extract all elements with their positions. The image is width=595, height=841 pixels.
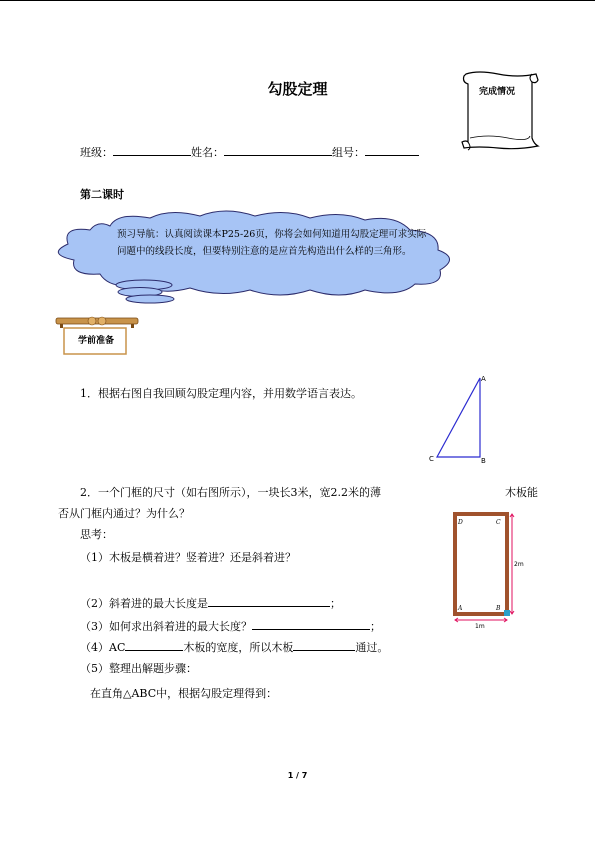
- door-height-label: 2m: [514, 561, 524, 568]
- door-frame-figure: [450, 510, 530, 632]
- name-field[interactable]: [224, 144, 332, 156]
- door-vertex-b: B: [496, 605, 501, 612]
- solution-step-text: 在直角△ABC中，根据勾股定理得到：: [90, 687, 278, 700]
- sub-question-4: [80, 639, 388, 655]
- sub-question-4-part-b: 木板的宽度，所以木板: [183, 641, 294, 654]
- vertex-a-label: A: [481, 375, 486, 383]
- sub-question-5: （5）整理出解题步骤：: [80, 662, 197, 675]
- triangle-figure: [425, 370, 495, 465]
- section-label: 学前准备: [77, 336, 114, 346]
- answer-field-2[interactable]: [208, 595, 330, 607]
- answer-field-4a[interactable]: [125, 639, 183, 651]
- vertex-b-label: B: [481, 457, 486, 465]
- sub-question-3-end: ；: [370, 620, 381, 633]
- think-label: 思考：: [80, 528, 113, 541]
- answer-field-3[interactable]: [252, 618, 370, 630]
- door-width-label: 1m: [475, 623, 485, 630]
- group-field[interactable]: [365, 144, 419, 156]
- sub-question-3-text: （3）如何求出斜着进的最大长度？: [80, 620, 252, 633]
- top-rule: [0, 0, 595, 1]
- sub-question-4-part-a: （4）AC: [80, 641, 126, 654]
- answer-field-4b[interactable]: [293, 639, 355, 651]
- sub-question-2-end: ；: [330, 597, 341, 610]
- door-vertex-a: A: [458, 605, 463, 612]
- completion-label: 完成情况: [478, 87, 515, 97]
- door-vertex-c: C: [496, 519, 501, 526]
- name-label: 姓名：: [191, 146, 224, 159]
- scroll-icon: [458, 68, 544, 154]
- sub-question-3: [80, 618, 381, 634]
- guide-text: 预习导航：认真阅读课本P25-26页，你将会如何知道用勾股定理可求实际问题中的线段长度，但要特别注意的是应首先构造出什么样的三角形。: [117, 229, 427, 257]
- class-label: 班级：: [80, 146, 113, 159]
- question-2-line-1: 2．一个门框的尺寸（如右图所示），一块长3米，宽2.2米的薄: [80, 486, 381, 499]
- page-title: 勾股定理: [267, 80, 328, 98]
- group-label: 组号：: [332, 146, 365, 159]
- sub-question-2-text: （2）斜着进的最大长度是: [80, 597, 208, 610]
- student-info-row: [80, 144, 419, 160]
- class-field[interactable]: [113, 144, 191, 156]
- question-2-line-2: 否从门框内通过？为什么？: [58, 507, 190, 520]
- question-1: 1．根据右图自我回顾勾股定理内容，并用数学语言表达。: [80, 387, 362, 400]
- sub-question-1: （1）木板是横着进？竖着进？还是斜着进？: [80, 551, 296, 564]
- door-vertex-d: D: [458, 519, 463, 526]
- sub-question-4-part-c: 通过。: [355, 641, 389, 654]
- vertex-c-label: C: [429, 455, 434, 463]
- question-2-line-1-tail: 木板能: [505, 486, 538, 499]
- sub-question-2: [80, 595, 341, 611]
- lesson-heading: 第二课时: [80, 188, 124, 201]
- page-number: 1 / 7: [287, 771, 308, 780]
